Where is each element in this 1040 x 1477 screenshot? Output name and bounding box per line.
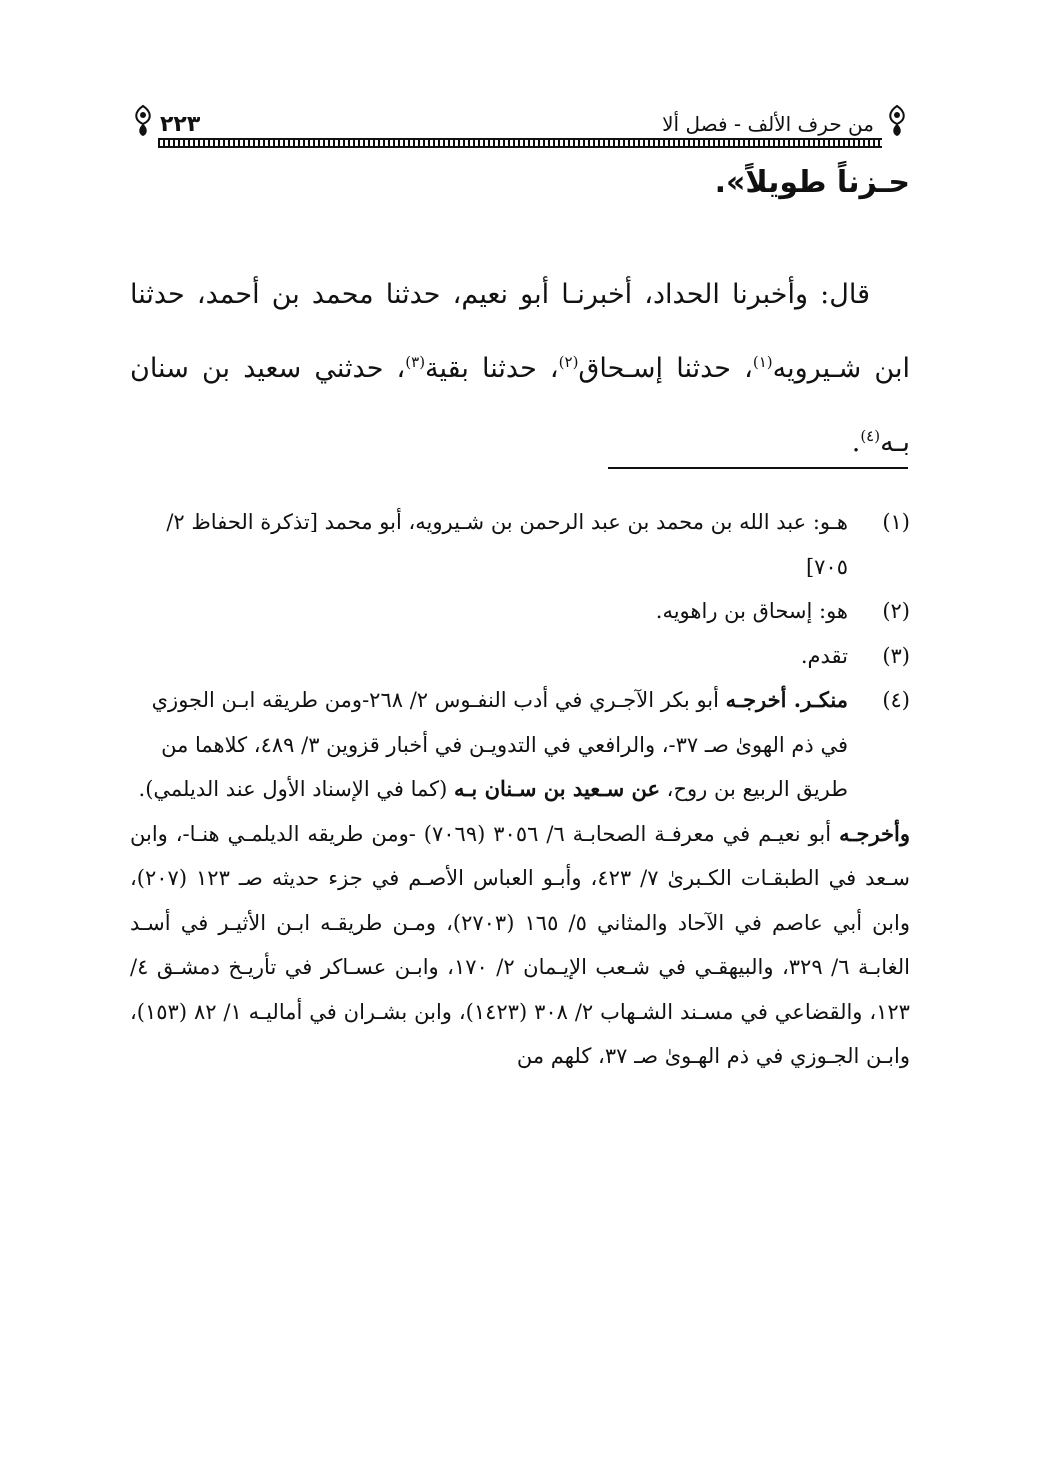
body-text-part: ، حدثنا إسـحاق: [578, 353, 753, 384]
footnote-text: أبو نعيـم في معرفـة الصحابـة ٦/ ٣٠٥٦ (٧٠٦٩) -ومن طريقه الديلمـي هنـا-، وابن سـعد في الطبقـات الكـبرىٰ ٧/ ٤٢٣، وأبـو العباس الأصـم في جزء حديثه صـ ١٢٣ (٢٠٧)، وابن أبي عاصم في الآحاد والمثاني ٥/ ١٦٥ (٢٧٠٣)، ومـن طريقـه ابـن الأثيـر في أسـد الغابـة ٦/ ٣٢٩، والبيهقـي في شـعب الإيـمان ٢/ ١٧٠، وابـن عسـاكر في تأريـخ دمشـق ٤/ ١٢٣، والقضاعي في مسـند الشـهاب ٢/ ٣٠٨ (١٤٢٣)، وابن بشـران في أماليـه ١/ ٨٢ (١٥٣)، وابـن الجـوزي في ذم الهـوىٰ صـ ٣٧، كلهم من: [130, 821, 911, 1068]
footnote-ref: (٤): [860, 427, 881, 445]
page-number: ٢٢٣: [160, 112, 201, 137]
running-header: [130, 100, 910, 144]
body-text: [130, 258, 910, 480]
footnote-1: [130, 500, 910, 589]
footnote-text: هو: إسحاق بن راهويه.: [655, 599, 848, 623]
body-paragraph: [130, 258, 910, 480]
header-rule: [158, 138, 882, 148]
footnote-number: (٣): [882, 643, 910, 668]
body-text-part: ، حدثنا بقية: [425, 353, 559, 384]
footnote-bold-lead: وأخرجـه: [839, 820, 910, 846]
footnote-number: (٢): [882, 599, 910, 623]
footnote-number: (٤): [882, 688, 910, 712]
footnote-2: [130, 589, 910, 634]
footnote-grading: منكـر. أخرجـه: [725, 687, 848, 712]
footnote-continuation: [130, 812, 910, 1079]
footnote-number: (١): [882, 510, 910, 534]
footnote-text: هـو: عبد الله بن محمد بن عبد الرحمن بن شـيرويه، أبو محمد [تذكرة الحفاظ ٢/ ٧٠٥]: [166, 510, 848, 579]
body-text-part: قال: وأخبرنا الحداد، أخبرنـا أبو نعيم، حدثنا محمد بن أحمد، حدثنا ابن شـيرويه: [130, 279, 910, 384]
footnote-4: [130, 678, 910, 812]
ornament-icon: [884, 104, 910, 138]
footnote-chain: عن سـعيد بن سـنان بـه: [454, 776, 660, 801]
footnote-text: (كما في الإسناد الأول عند الديلمي).: [138, 777, 454, 801]
footnote-text: تقدم.: [800, 643, 848, 668]
footnotes: [130, 500, 910, 1079]
footnote-ref: (١): [752, 353, 773, 371]
footnote-ref: (٣): [405, 353, 426, 371]
footnote-separator: [608, 467, 908, 469]
body-text-part: ، حدثني سعيد بن سنان بـه: [130, 353, 910, 458]
footnote-text: أبو بكر الآجـري في أدب النفـوس ٢/ ٢٦٨-ومن طريقه ابـن الجوزي في ذم الهوىٰ صـ ٣٧-، والرافعي في التدويـن في أخبار قزوين ٣/ ٤٨٩، كلاهما من طريق الربيع بن روح،: [151, 688, 848, 801]
header-title: من حرف الألف - فصل ألا: [662, 112, 874, 136]
body-text-part: .: [851, 427, 861, 458]
footnote-3: [130, 634, 910, 679]
ornament-icon: [130, 104, 156, 138]
opening-line: حـزناً طويلاً».: [714, 165, 910, 200]
footnote-ref: (٢): [558, 353, 579, 371]
